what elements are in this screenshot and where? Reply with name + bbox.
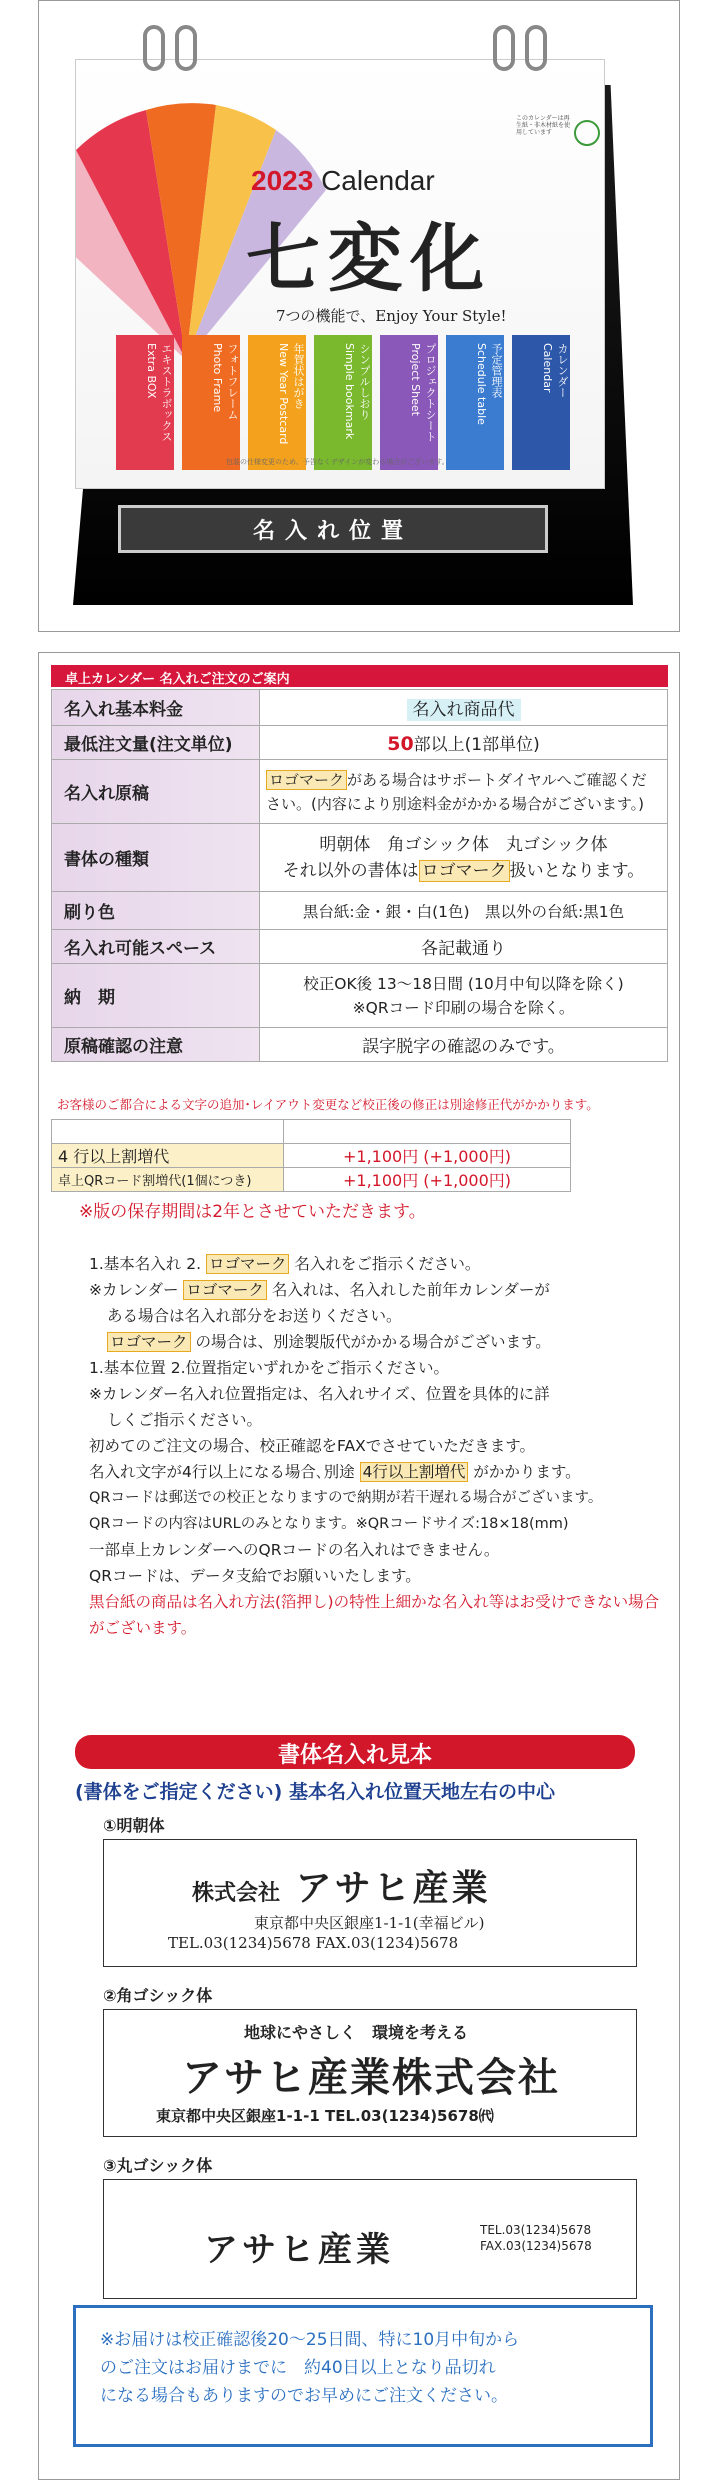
surcharge-label: 卓上QRコード割増代(1個につき)	[52, 1168, 284, 1192]
note-line: QRコードは郵送での校正となりますので納期が若干遅れる場合がございます。	[89, 1490, 603, 1506]
order-notes	[89, 1251, 664, 1641]
surcharge-label: 4 行以上割増代	[52, 1144, 284, 1168]
binder-ring-left-1	[143, 25, 165, 71]
note-line: QRコードは、データ支給でお願いいたします。	[89, 1567, 421, 1585]
eco-logo-icon	[574, 120, 600, 146]
row-value: 各記載通り	[260, 930, 668, 964]
sample-tel-fax: TEL.03(1234)5678 FAX.03(1234)5678	[480, 2223, 592, 2253]
font-list: 明朝体 角ゴシック体 丸ゴシック体	[319, 834, 608, 855]
sample-address: 東京都中央区銀座1-1-1 TEL.03(1234)5678㈹	[156, 2107, 494, 2125]
calendar-page	[75, 59, 605, 489]
table-row	[52, 930, 668, 964]
name-imprint-position: 名入れ位置	[118, 505, 548, 553]
font-sample-subheading: (書体をご指定ください) 基本名入れ位置天地左右の中心	[75, 1781, 555, 1803]
order-info-frame	[38, 652, 680, 2480]
row-label: 名入れ可能スペース	[52, 930, 260, 964]
row-value: 誤字脱字の確認のみです。	[260, 1028, 668, 1062]
sample-box-mincho	[103, 1839, 637, 1967]
note-line: 1.基本位置 2.位置指定いずれかをご指示ください。	[89, 1359, 450, 1377]
delivery-notice: ※お届けは校正確認後20～25日間、特に10月中旬から のご注文はお届けまでに 約40日以上となり品切れ になる場合もありますのでお早めにご注文ください。	[73, 2305, 653, 2447]
eco-note: このカレンダーは再生紙・非木材紙を使用しています	[516, 115, 571, 137]
stripe-project-sheet: プロジェクトシート Project Sheet	[380, 335, 438, 470]
surcharge-value: +1,100円 (+1,000円)	[284, 1144, 571, 1168]
table-row	[52, 1168, 571, 1192]
note-line: QRコードの内容はURLのみとなります。※QRコードサイズ:18×18(mm)	[89, 1516, 569, 1532]
sample-box-maru-gothic	[103, 2179, 637, 2299]
table-row	[52, 964, 668, 1028]
row-label: 最低注文量(注文単位)	[52, 726, 260, 760]
stripe-photo-frame: フォトフレーム Photo Frame	[182, 335, 240, 470]
note-line: 名入れ文字が4行以上になる場合､別途 4行以上割増代 がかかります。	[89, 1463, 581, 1481]
sample-company-name: アサヒ産業	[204, 2230, 394, 2270]
revision-caution: お客様のご都合による文字の追加･レイアウト変更など校正後の修正は別途修正代がかかります。	[57, 1097, 599, 1112]
note-line: ※カレンダー名入れ位置指定は、名入れサイズ、位置を具体的に詳	[89, 1385, 550, 1403]
row-value: がある場合はサポートダイヤルへご確認ください。(内容により別途料金がかかる場合がございます。)	[266, 770, 647, 813]
min-qty-number: 50	[387, 733, 414, 755]
note-line: しくご指示ください。	[107, 1411, 263, 1429]
stripe-bookmark: シンプルしおり Simple bookmark	[314, 335, 372, 470]
logo-mark-tag: ロゴマーク	[183, 1280, 267, 1300]
sample-label-mincho: ①明朝体	[103, 1816, 165, 1835]
row-label: 名入れ基本料金	[52, 690, 260, 726]
calendar-bottom-note: 包装の仕様変更のため、予告なくデザインが変わる場合がございます。	[226, 458, 449, 466]
note-line: ロゴマーク の場合は、別途製版代がかかる場合がございます。	[89, 1329, 664, 1355]
logo-mark-tag: ロゴマーク	[266, 770, 347, 790]
sample-label-maru-gothic: ③丸ゴシック体	[103, 2156, 213, 2175]
calendar-title: 2023 Calendar	[251, 165, 435, 196]
calendar-tagline: 7つの機能で、Enjoy Your Style!	[276, 307, 507, 325]
logo-mark-tag: ロゴマーク	[419, 860, 510, 882]
order-banner: 卓上カレンダー 名入れご注文のご案内	[51, 665, 668, 687]
table-row	[52, 726, 668, 760]
row-label: 納 期	[52, 964, 260, 1028]
row-label: 名入れ原稿	[52, 760, 260, 824]
note-line: 初めてのご注文の場合、校正確認をFAXでさせていただきます。	[89, 1437, 535, 1455]
binder-ring-right-2	[525, 25, 547, 71]
stripe-postcard: 年賀状はがき New Year Postcard	[248, 335, 306, 470]
sample-slogan: 地球にやさしく 環境を考える	[244, 2023, 469, 2042]
stripe-calendar: カレンダー Calendar	[512, 335, 570, 470]
calendar-kanji-title: 七変化	[246, 216, 492, 302]
sample-box-kaku-gothic	[103, 2009, 637, 2137]
stripe-schedule: 予定管理表 Schedule table	[446, 335, 504, 470]
sample-tel: TEL.03(1234)5678 FAX.03(1234)5678	[168, 1934, 459, 1952]
sample-company-name: 株式会社 アサヒ産業	[192, 1867, 491, 1909]
note-line: ※カレンダー ロゴマーク 名入れは、名入れした前年カレンダーが	[89, 1281, 550, 1299]
table-row	[52, 1028, 668, 1062]
note-line: 1.基本名入れ 2. ロゴマーク 名入れをご指示ください。	[89, 1255, 481, 1273]
row-value: 名入れ商品代	[407, 699, 521, 721]
table-row	[52, 892, 668, 930]
product-image-frame	[38, 0, 680, 632]
sample-address: 東京都中央区銀座1-1-1(幸福ビル)	[254, 1914, 485, 1932]
logo-mark-tag: ロゴマーク	[107, 1332, 191, 1352]
surcharge-tag: 4行以上割増代	[360, 1462, 469, 1482]
binder-ring-left-2	[175, 25, 197, 71]
stripe-extra-box: エキストラボックス Extra BOX	[116, 335, 174, 470]
calendar-illustration	[63, 25, 663, 625]
font-sample-heading: 書体名入れ見本	[75, 1735, 635, 1769]
row-value: 黒台紙:金・銀・白(1色) 黒以外の台紙:黒1色	[260, 892, 668, 930]
logo-mark-tag: ロゴマーク	[206, 1254, 290, 1274]
row-label: 原稿確認の注意	[52, 1028, 260, 1062]
plate-retention-note: ※版の保存期間は2年とさせていただきます。	[79, 1202, 426, 1222]
binder-ring-right-1	[493, 25, 515, 71]
table-row	[52, 1144, 571, 1168]
spec-table	[51, 689, 668, 1062]
table-row	[52, 760, 668, 824]
surcharge-value: +1,100円 (+1,000円)	[284, 1168, 571, 1192]
row-label: 刷り色	[52, 892, 260, 930]
note-line: 一部卓上カレンダーへのQRコードの名入れはできません。	[89, 1541, 500, 1559]
row-value: 部以上(1部単位)	[413, 735, 540, 755]
table-row	[52, 1120, 571, 1144]
row-label: 書体の種類	[52, 824, 260, 892]
note-line: 黒台紙の商品は名入れ方法(箔押し)の特性上細かな名入れ等はお受けできない場合がございます。	[89, 1593, 660, 1637]
sample-label-kaku-gothic: ②角ゴシック体	[103, 1986, 213, 2005]
note-line: ある場合は名入れ部分をお送りください。	[107, 1307, 402, 1325]
lead-time: 校正OK後 13～18日間 (10月中旬以降を除く)	[303, 974, 624, 993]
table-row: 書体の種類 明朝体 角ゴシック体 丸ゴシック体 それ以外の書体は ロゴマーク 扱いとなります。	[52, 824, 668, 892]
table-row	[52, 690, 668, 726]
surcharge-table	[51, 1119, 571, 1192]
lead-time-note: ※QRコード印刷の場合を除く。	[352, 998, 575, 1017]
sample-company-name: アサヒ産業株式会社	[182, 2055, 560, 2101]
